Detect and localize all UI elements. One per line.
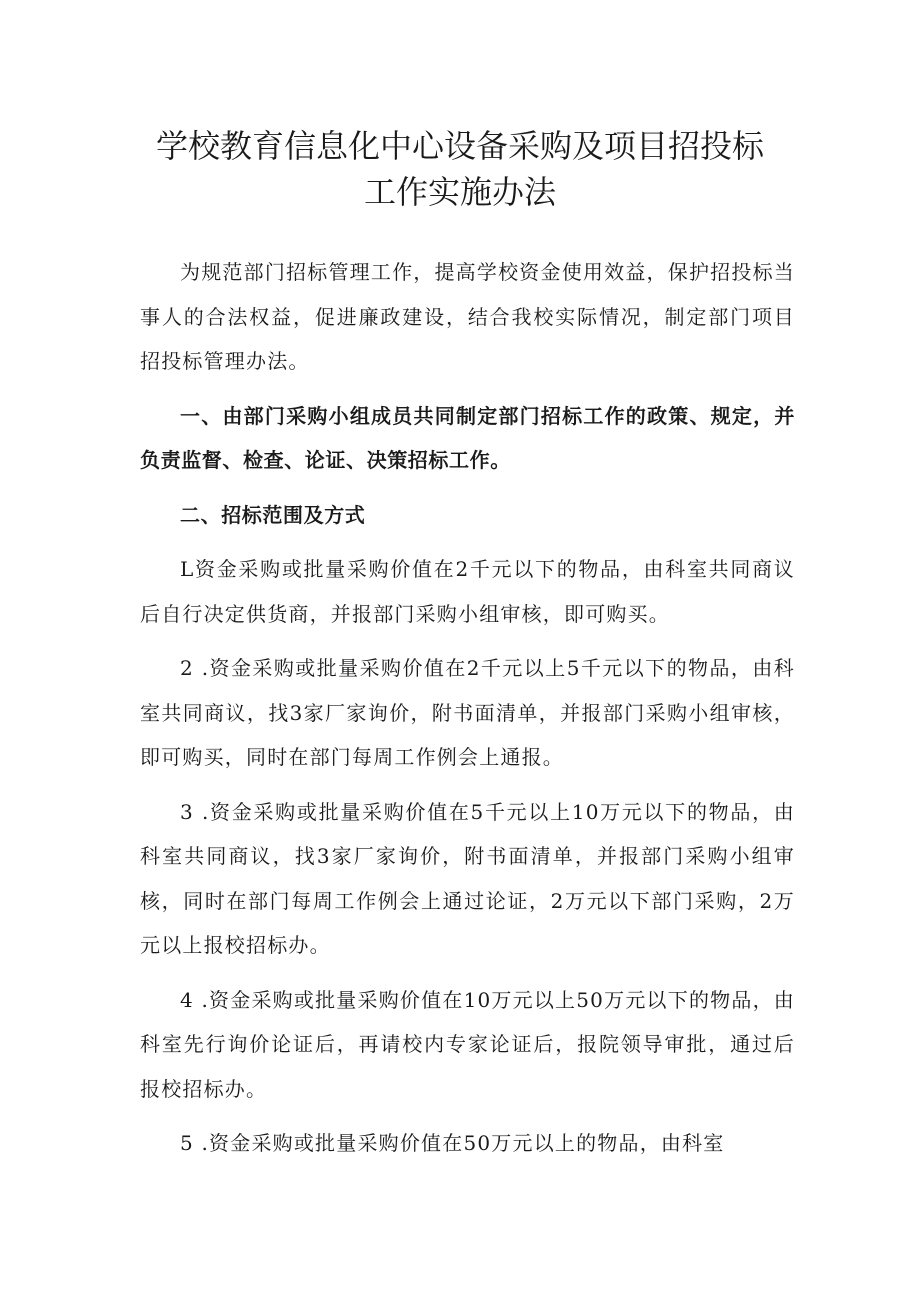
- section-heading-1: 一、由部门采购小组成员共同制定部门招标工作的政策、规定，并负责监督、检查、论证、决策招标工作。: [140, 403, 795, 472]
- document-title-line-1: 学校教育信息化中心设备采购及项目招投标: [155, 127, 764, 165]
- document-title-line-2: 工作实施办法: [363, 173, 556, 211]
- document-body: [140, 250, 795, 1176]
- paragraph-item-5: 5 .资金采购或批量采购价值在50万元以上的物品，由科室: [180, 1131, 725, 1155]
- section-heading-2: 二、招标范围及方式: [180, 502, 366, 527]
- paragraph-item-1: L资金采购或批量采购价值在2千元以下的物品，由科室共同商议后自行决定供货商，并报部门采购小组审核，即可购买。: [140, 557, 795, 626]
- paragraph-item-2: 2 .资金采购或批量采购价值在2千元以上5千元以下的物品，由科室共同商议，找3家厂家询价，附书面清单，并报部门采购小组审核，即可购买，同时在部门每周工作例会上通报。: [140, 656, 795, 769]
- paragraph-item-3: 3 .资金采购或批量采购价值在5千元以上10万元以下的物品，由科室共同商议，找3家厂家询价，附书面清单，并报部门采购小组审核，同时在部门每周工作例会上通过论证，2万元以下部门采购，2万元以上报校招标办。: [140, 799, 795, 957]
- paragraph-intro: 为规范部门招标管理工作，提高学校资金使用效益，保护招投标当事人的合法权益，促进廉政建设，结合我校实际情况，制定部门项目招投标管理办法。: [140, 260, 795, 373]
- paragraph-item-4: 4 .资金采购或批量采购价值在10万元以上50万元以下的物品，由科室先行询价论证后，再请校内专家论证后，报院领导审批，通过后报校招标办。: [140, 987, 795, 1101]
